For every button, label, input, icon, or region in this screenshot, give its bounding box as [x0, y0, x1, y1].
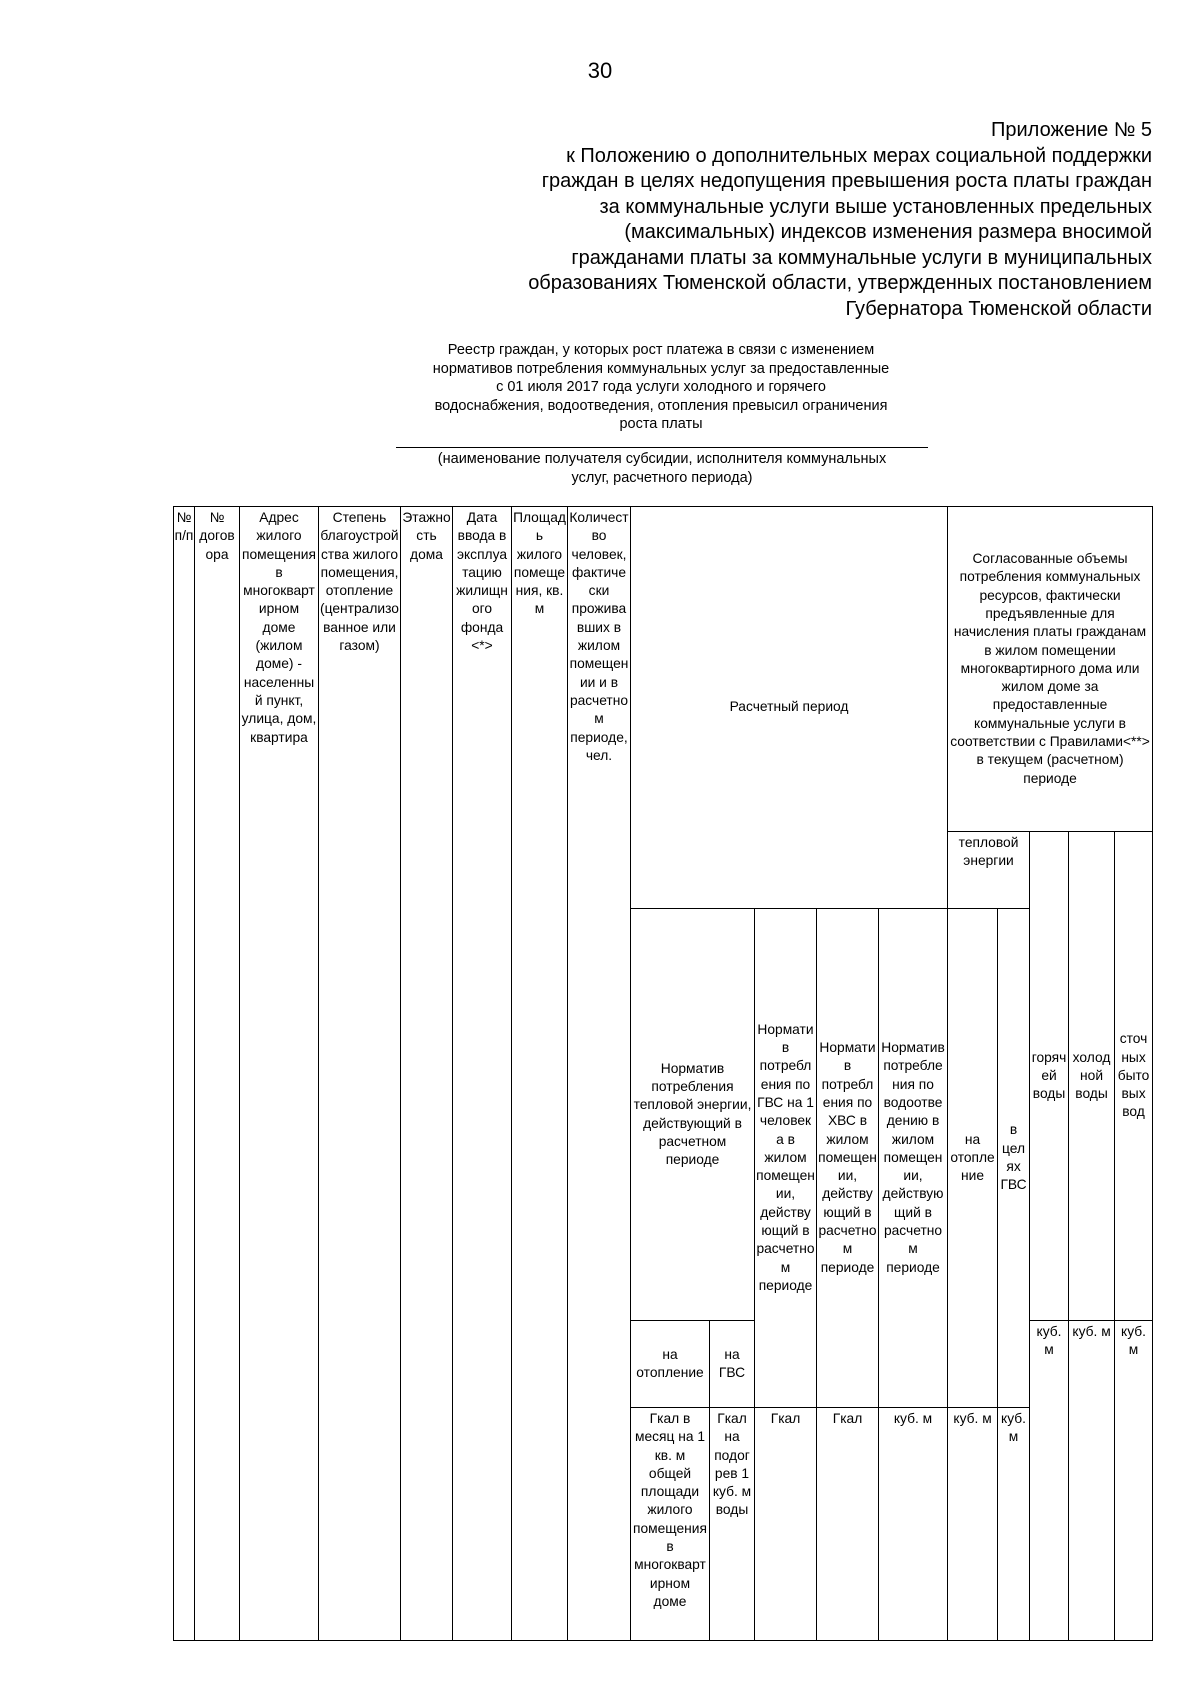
appendix-header: [392, 118, 1152, 322]
header-living-area: Площадь жилого помещения, кв. м: [512, 507, 568, 1641]
register-title-line: Реестр граждан, у которых рост платежа в связи с изменением: [447, 342, 875, 358]
header-heating: на отопление: [948, 909, 998, 1408]
appendix-line: Губернатора Тюменской области: [845, 297, 1152, 320]
header-contract-number: № договора: [195, 507, 240, 1641]
unit-cold-water-volume: куб. м: [948, 1408, 998, 1641]
register-title-line: роста платы: [619, 416, 703, 432]
header-heat-norm: Норматив потребления тепловой энергии, действующий в расчетном периоде: [631, 909, 755, 1321]
register-title-line: водоснабжения, водоотведения, отопления превысил ограничения: [434, 397, 888, 414]
unit-dhw-purposes: Гкал: [817, 1408, 879, 1641]
unit-heating: Гкал: [755, 1408, 817, 1641]
unit-wastewater: куб. м: [1115, 1321, 1153, 1641]
header-cold-water-norm: Норматив потребления по ХВС в жилом помещении, действующий в расчетном периоде: [817, 909, 879, 1408]
header-dhw-purposes: в целях ГВС: [998, 909, 1030, 1408]
header-hot-water: горячей воды: [1030, 832, 1069, 1321]
header-norm-heating: на отопление: [631, 1321, 710, 1408]
recipient-fill-line: [396, 447, 928, 448]
register-title: [396, 341, 926, 434]
appendix-line: (максимальных) индексов изменения размера вносимой: [624, 221, 1152, 243]
unit-heat-dhw-norm: Гкал на подогрев 1 куб. м воды: [710, 1408, 755, 1641]
header-hot-water-norm: Норматив потребления по ГВС на 1 человека в жилом помещении, действующий в расчетном периоде: [755, 909, 817, 1408]
header-cold-water: холодной воды: [1069, 832, 1115, 1321]
register-title-line: нормативов потребления коммунальных услуг за предоставленные: [432, 360, 890, 377]
recipient-caption: [396, 450, 928, 487]
header-heat-energy: тепловой энергии: [948, 832, 1030, 909]
unit-hot-water-volume: куб. м: [879, 1408, 948, 1641]
header-wastewater: сточных бытовых вод: [1115, 832, 1153, 1321]
header-residents-count: Количество человек, фактически проживавших в жилом помещении и в расчетном периоде, чел.: [568, 507, 631, 1641]
appendix-line: к Положению о дополнительных мерах социальной поддержки: [566, 144, 1152, 167]
appendix-line: Приложение № 5: [991, 119, 1152, 141]
register-table: [173, 506, 1153, 1641]
unit-wastewater-volume: куб. м: [998, 1408, 1030, 1641]
unit-cold-water: куб. м: [1069, 1321, 1115, 1641]
register-title-line: с 01 июля 2017 года услуги холодного и горячего: [496, 379, 826, 395]
appendix-line: граждан в целях недопущения превышения роста платы граждан: [541, 170, 1152, 192]
header-norm-dhw: на ГВС: [710, 1321, 755, 1408]
appendix-line: образованиях Тюменской области, утвержденных постановлением: [528, 272, 1152, 294]
header-row-number: № п/п: [174, 507, 195, 1641]
header-floors: Этажность дома: [401, 507, 453, 1641]
header-calculation-period: Расчетный период: [631, 507, 948, 909]
recipient-caption-line: услуг, расчетного периода): [571, 469, 753, 486]
appendix-line: гражданами платы за коммунальные услуги в муниципальных: [571, 246, 1152, 269]
appendix-line: за коммунальные услуги выше установленных предельных: [599, 195, 1152, 218]
recipient-caption-line: (наименование получателя субсидии, исполнителя коммунальных: [437, 451, 887, 467]
unit-heat-heating-norm: Гкал в месяц на 1 кв. м общей площади жилого помещения в многоквартирном доме: [631, 1408, 710, 1641]
header-address: Адрес жилого помещения в многоквартирном доме (жилом доме) - населенный пункт, улица, дом, квартира: [240, 507, 319, 1641]
page-number: 30: [587, 58, 613, 83]
header-improvement-degree: Степень благоустройства жилого помещения, отопление (централизованное или газом): [319, 507, 401, 1641]
header-agreed-volumes: Согласованные объемы потребления коммунальных ресурсов, фактически предъявленные для начисления платы гражданам в жилом помещении многоквартирного дома или жилом доме за предоставленные коммунальные услуги в соответствии с Правилами<**> в текущем (расчетном) периоде: [948, 507, 1153, 832]
header-commission-date: Дата ввода в эксплуатацию жилищного фонда <*>: [453, 507, 512, 1641]
header-drainage-norm: Норматив потребления по водоотведению в жилом помещении, действующий в расчетном периоде: [879, 909, 948, 1408]
unit-hot-water: куб. м: [1030, 1321, 1069, 1641]
